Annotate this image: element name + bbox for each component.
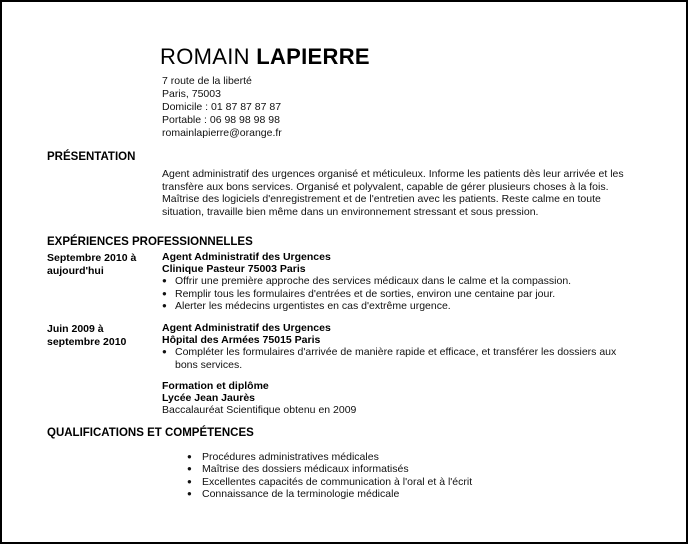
qualification-item: ● Excellentes capacités de communication à l'oral et à l'écrit bbox=[187, 476, 472, 488]
qualification-item: ● Maîtrise des dossiers médicaux informatisés bbox=[187, 463, 472, 475]
job-1-employer: Clinique Pasteur 75003 Paris bbox=[162, 263, 306, 276]
job-2-dates bbox=[47, 323, 126, 348]
city-line: Paris, 75003 bbox=[162, 88, 221, 100]
qualification-item: ● Procédures administratives médicales bbox=[187, 451, 472, 463]
job-2-bullet: ● Compléter les formulaires d'arrivée de manière rapide et efficace, et transférer les dossiers aux bons services. bbox=[162, 346, 624, 370]
last-name: LAPIERRE bbox=[256, 44, 370, 69]
education-school: Lycée Jean Jaurès bbox=[162, 392, 256, 405]
email-address: romainlapierre@orange.fr bbox=[162, 127, 282, 139]
qualifications-list bbox=[187, 451, 472, 500]
presentation-text: Agent administratif des urgences organisé et méticuleux. Informe les patients dès leur arrivée et les transfère aux bons services. Organisé et polyvalent, capable de gérer plusieurs choses à la fois. Maîtrise des logiciels d'enregistrement et de l'entretien avec les patients. Reste calme en toute situation, travaille bien même dans un environnement stressant et sous pression. bbox=[162, 168, 624, 218]
job-1-bullet: ● Offrir une première approche des services médicaux dans le calme et la compassion. bbox=[162, 275, 652, 287]
candidate-name bbox=[160, 44, 370, 70]
job-1-date-end: aujourd'hui bbox=[47, 264, 104, 277]
job-1-dates bbox=[47, 252, 136, 277]
job-1 bbox=[162, 251, 652, 312]
qualifications-heading: QUALIFICATIONS ET COMPÉTENCES bbox=[47, 427, 254, 439]
education-block bbox=[162, 380, 652, 417]
job-2 bbox=[162, 322, 624, 371]
qualification-item: ● Connaissance de la terminologie médicale bbox=[187, 488, 472, 500]
job-1-bullet: ● Alerter les médecins urgentistes en cas d'extrême urgence. bbox=[162, 300, 652, 312]
job-1-title: Agent Administratif des Urgences bbox=[162, 251, 331, 263]
job-2-employer: Hôpital des Armées 75015 Paris bbox=[162, 334, 321, 347]
contact-block bbox=[162, 75, 282, 140]
education-degree: Baccalauréat Scientifique obtenu en 2009 bbox=[162, 404, 357, 417]
first-name: ROMAIN bbox=[160, 44, 250, 69]
experience-heading: EXPÉRIENCES PROFESSIONNELLES bbox=[47, 236, 253, 248]
home-phone: Domicile : 01 87 87 87 87 bbox=[162, 101, 282, 113]
address-line: 7 route de la liberté bbox=[162, 75, 252, 87]
job-2-title: Agent Administratif des Urgences bbox=[162, 322, 331, 334]
job-1-bullet: ● Remplir tous les formulaires d'entrées et de sorties, environ une centaine par jour. bbox=[162, 288, 652, 300]
education-heading: Formation et diplôme bbox=[162, 380, 269, 392]
job-1-date-start: Septembre 2010 à bbox=[47, 252, 137, 264]
job-2-date-start: Juin 2009 à bbox=[47, 323, 104, 335]
job-2-date-end: septembre 2010 bbox=[47, 335, 127, 348]
mobile-phone: Portable : 06 98 98 98 98 bbox=[162, 114, 280, 126]
presentation-heading: PRÉSENTATION bbox=[47, 151, 136, 163]
